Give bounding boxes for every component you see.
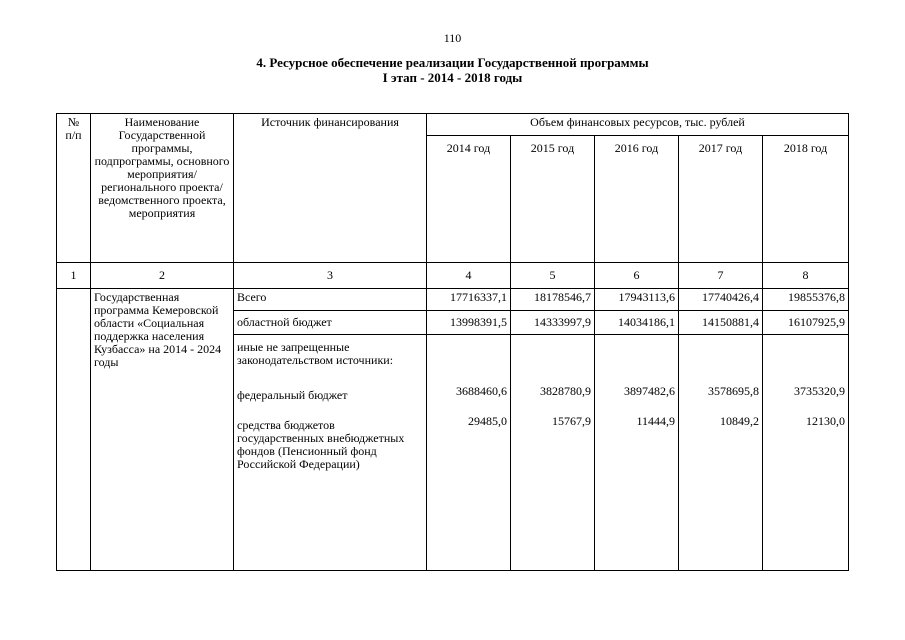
value-total-2015: 18178546,7 (511, 289, 595, 311)
value-federal-2015: 3828780,9 (540, 384, 591, 398)
col-num-5: 5 (511, 263, 595, 289)
page-number: 110 (443, 31, 462, 45)
value-total-2017: 17740426,4 (679, 289, 763, 311)
value-regional-2016: 14034186,1 (595, 311, 679, 335)
header-year-2014: 2014 год (427, 136, 511, 263)
value-offbudget-2016: 11444,9 (636, 414, 675, 428)
source-federal: федеральный бюджет (237, 388, 348, 402)
header-name: Наименование Государственной программы, подпрограммы, основного мероприятия/ регионального проекта/ ведомственного проекта, мероприятия (91, 114, 234, 263)
header-year-2017: 2017 год (679, 136, 763, 263)
header-year-2018: 2018 год (763, 136, 849, 263)
values-2018-cell (763, 335, 849, 571)
source-total: Всего (234, 289, 427, 311)
header-volume: Объем финансовых ресурсов, тыс. рублей (427, 114, 849, 136)
value-regional-2014: 13998391,5 (427, 311, 511, 335)
values-2015-cell (511, 335, 595, 571)
header-source: Источник финансирования (234, 114, 427, 263)
source-other-cell (234, 335, 427, 571)
col-num-2: 2 (91, 263, 234, 289)
program-num (57, 289, 91, 571)
other-sources-label: иные не запрещенные законодательством источники: (237, 340, 394, 367)
value-federal-2016: 3897482,6 (624, 384, 675, 398)
header-year-2015: 2015 год (511, 136, 595, 263)
values-2016-cell (595, 335, 679, 571)
page-title (0, 55, 905, 85)
col-num-3: 3 (234, 263, 427, 289)
value-total-2018: 19855376,8 (763, 289, 849, 311)
resource-table (56, 113, 849, 571)
col-num-1: 1 (57, 263, 91, 289)
col-num-4: 4 (427, 263, 511, 289)
program-name: Государственная программа Кемеровской области «Социальная поддержка населения Кузбасса» на 2014 - 2024 годы (91, 289, 234, 571)
value-offbudget-2014: 29485,0 (468, 414, 507, 428)
col-num-7: 7 (679, 263, 763, 289)
value-offbudget-2017: 10849,2 (720, 414, 759, 428)
header-num: № п/п (57, 114, 91, 263)
value-regional-2015: 14333997,9 (511, 311, 595, 335)
source-offbudget: средства бюджетов государственных внебюджетных фондов (Пенсионный фонд Российской Федерации) (237, 418, 405, 471)
value-regional-2017: 14150881,4 (679, 311, 763, 335)
value-total-2016: 17943113,6 (595, 289, 679, 311)
values-2017-cell (679, 335, 763, 571)
value-federal-2018: 3735320,9 (794, 384, 846, 398)
value-federal-2014: 3688460,6 (456, 384, 507, 398)
value-regional-2018: 16107925,9 (763, 311, 849, 335)
title-line-1: 4. Ресурсное обеспечение реализации Государственной программы (256, 55, 649, 70)
col-num-6: 6 (595, 263, 679, 289)
value-offbudget-2018: 12130,0 (806, 414, 846, 428)
source-regional: областной бюджет (234, 311, 427, 335)
value-federal-2017: 3578695,8 (708, 384, 759, 398)
header-row (57, 114, 849, 136)
values-2014-cell (427, 335, 511, 571)
title-line-2: I этап - 2014 - 2018 годы (382, 70, 523, 85)
col-num-8: 8 (763, 263, 849, 289)
header-year-2016: 2016 год (595, 136, 679, 263)
table-row-total (57, 289, 849, 311)
value-total-2014: 17716337,1 (427, 289, 511, 311)
value-offbudget-2015: 15767,9 (552, 414, 591, 428)
column-number-row (57, 263, 849, 289)
